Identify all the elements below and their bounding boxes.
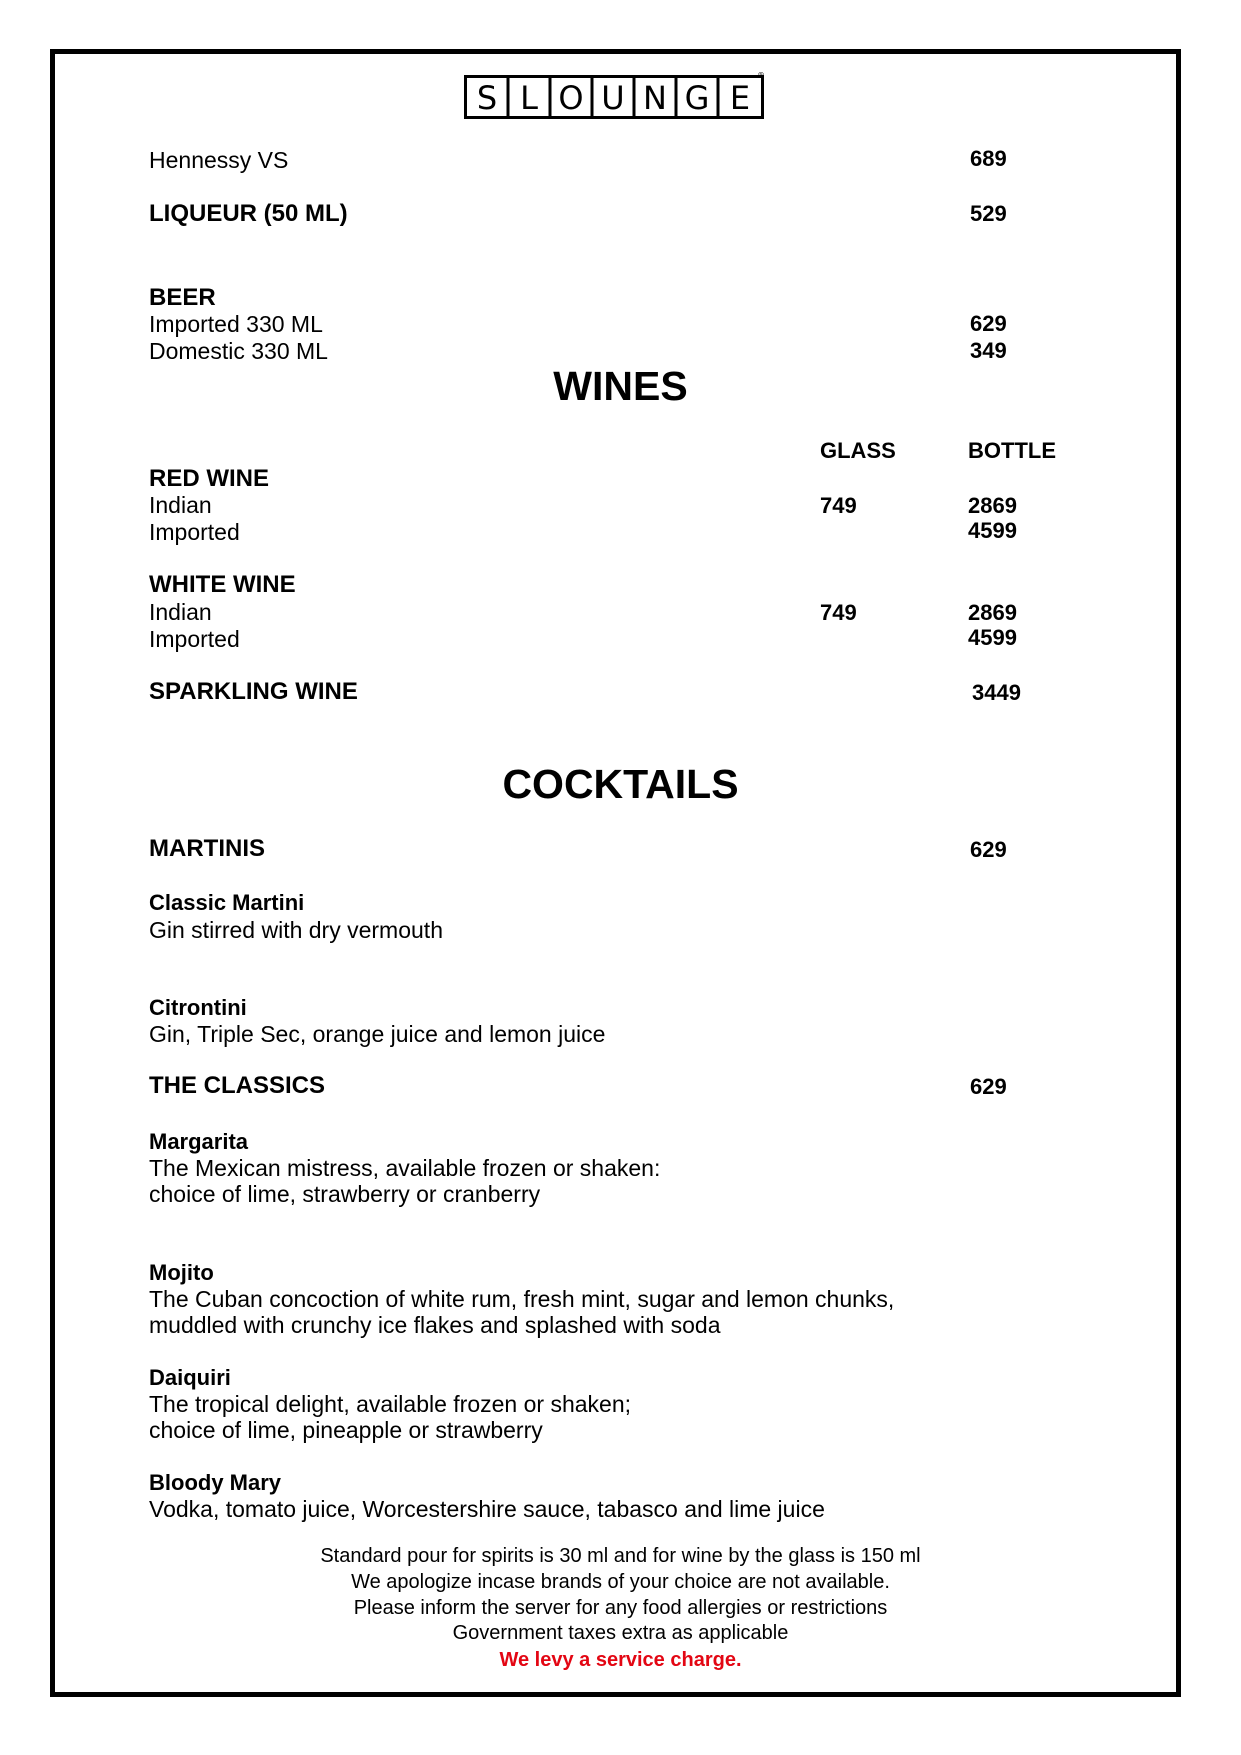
logo-letter: U xyxy=(601,79,625,117)
white-wine-indian-bottle: 2869 xyxy=(968,600,1017,625)
cocktail-description: Vodka, tomato juice, Worcestershire sauce, tabasco and lime juice xyxy=(149,1496,825,1522)
cocktail-name: Daiquiri xyxy=(149,1365,231,1390)
cocktail-description: choice of lime, pineapple or strawberry xyxy=(149,1417,543,1443)
liqueur-price: 529 xyxy=(970,201,1007,226)
cocktail-name: Margarita xyxy=(149,1129,249,1154)
cocktail-name: Mojito xyxy=(149,1260,214,1285)
beer-heading: BEER xyxy=(149,284,216,311)
slounge-logo xyxy=(464,72,768,120)
registered-mark: ® xyxy=(757,72,765,80)
cocktail-name: Citrontini xyxy=(149,995,247,1020)
cocktail-name: Bloody Mary xyxy=(149,1470,282,1495)
white-wine-indian-label: Indian xyxy=(149,599,212,625)
sparkling-wine-price: 3449 xyxy=(972,680,1021,705)
cocktail-description: The tropical delight, available frozen or shaken; xyxy=(149,1391,632,1417)
logo-letter: G xyxy=(684,79,710,117)
beer-imported-price: 629 xyxy=(970,311,1007,336)
logo-letter: S xyxy=(476,79,498,117)
cocktail-description: Gin stirred with dry vermouth xyxy=(149,917,443,943)
white-wine-indian-glass: 749 xyxy=(820,600,857,625)
white-wine-imported-label: Imported xyxy=(149,626,240,652)
red-wine-indian-glass: 749 xyxy=(820,493,857,518)
wines-title: WINES xyxy=(553,363,688,409)
cocktail-name: Classic Martini xyxy=(149,890,305,915)
footer-note: Please inform the server for any food allergies or restrictions xyxy=(353,1597,888,1619)
martinis-price: 629 xyxy=(970,837,1007,862)
cocktail-description: muddled with crunchy ice flakes and splashed with soda xyxy=(149,1312,721,1338)
white-wine-heading: WHITE WINE xyxy=(149,571,296,598)
logo-letter: L xyxy=(520,79,538,117)
red-wine-heading: RED WINE xyxy=(149,465,269,492)
classics-heading: THE CLASSICS xyxy=(149,1072,326,1099)
red-wine-imported-bottle: 4599 xyxy=(968,518,1017,543)
cocktails-title: COCKTAILS xyxy=(502,761,739,807)
red-wine-imported-label: Imported xyxy=(149,519,240,545)
red-wine-indian-label: Indian xyxy=(149,492,212,518)
footer-note: Government taxes extra as applicable xyxy=(452,1622,789,1644)
item-hennessy-label: Hennessy VS xyxy=(149,147,289,173)
footer-note: We apologize incase brands of your choice are not available. xyxy=(351,1571,890,1593)
white-wine-imported-bottle: 4599 xyxy=(968,625,1017,650)
liqueur-heading: LIQUEUR (50 ML) xyxy=(149,200,348,227)
logo-letter: N xyxy=(643,79,667,117)
wines-col-glass: GLASS xyxy=(820,438,896,463)
footer-note: Standard pour for spirits is 30 ml and for wine by the glass is 150 ml xyxy=(320,1545,921,1567)
service-charge-notice: We levy a service charge. xyxy=(499,1649,742,1671)
classics-price: 629 xyxy=(970,1074,1007,1099)
item-hennessy-price: 689 xyxy=(970,146,1007,171)
beer-domestic-label: Domestic 330 ML xyxy=(149,338,328,364)
cocktail-description: choice of lime, strawberry or cranberry xyxy=(149,1181,541,1207)
page-border xyxy=(50,49,1181,1697)
logo-letter: O xyxy=(558,79,584,117)
martinis-heading: MARTINIS xyxy=(149,835,265,862)
logo-letter: E xyxy=(729,79,751,117)
sparkling-wine-heading: SPARKLING WINE xyxy=(149,678,358,705)
beer-imported-label: Imported 330 ML xyxy=(149,311,323,337)
cocktail-description: Gin, Triple Sec, orange juice and lemon juice xyxy=(149,1021,606,1047)
cocktail-description: The Cuban concoction of white rum, fresh mint, sugar and lemon chunks, xyxy=(149,1286,895,1312)
beer-domestic-price: 349 xyxy=(970,338,1007,363)
cocktail-description: The Mexican mistress, available frozen or shaken: xyxy=(149,1155,661,1181)
red-wine-indian-bottle: 2869 xyxy=(968,493,1017,518)
wines-col-bottle: BOTTLE xyxy=(968,438,1056,463)
